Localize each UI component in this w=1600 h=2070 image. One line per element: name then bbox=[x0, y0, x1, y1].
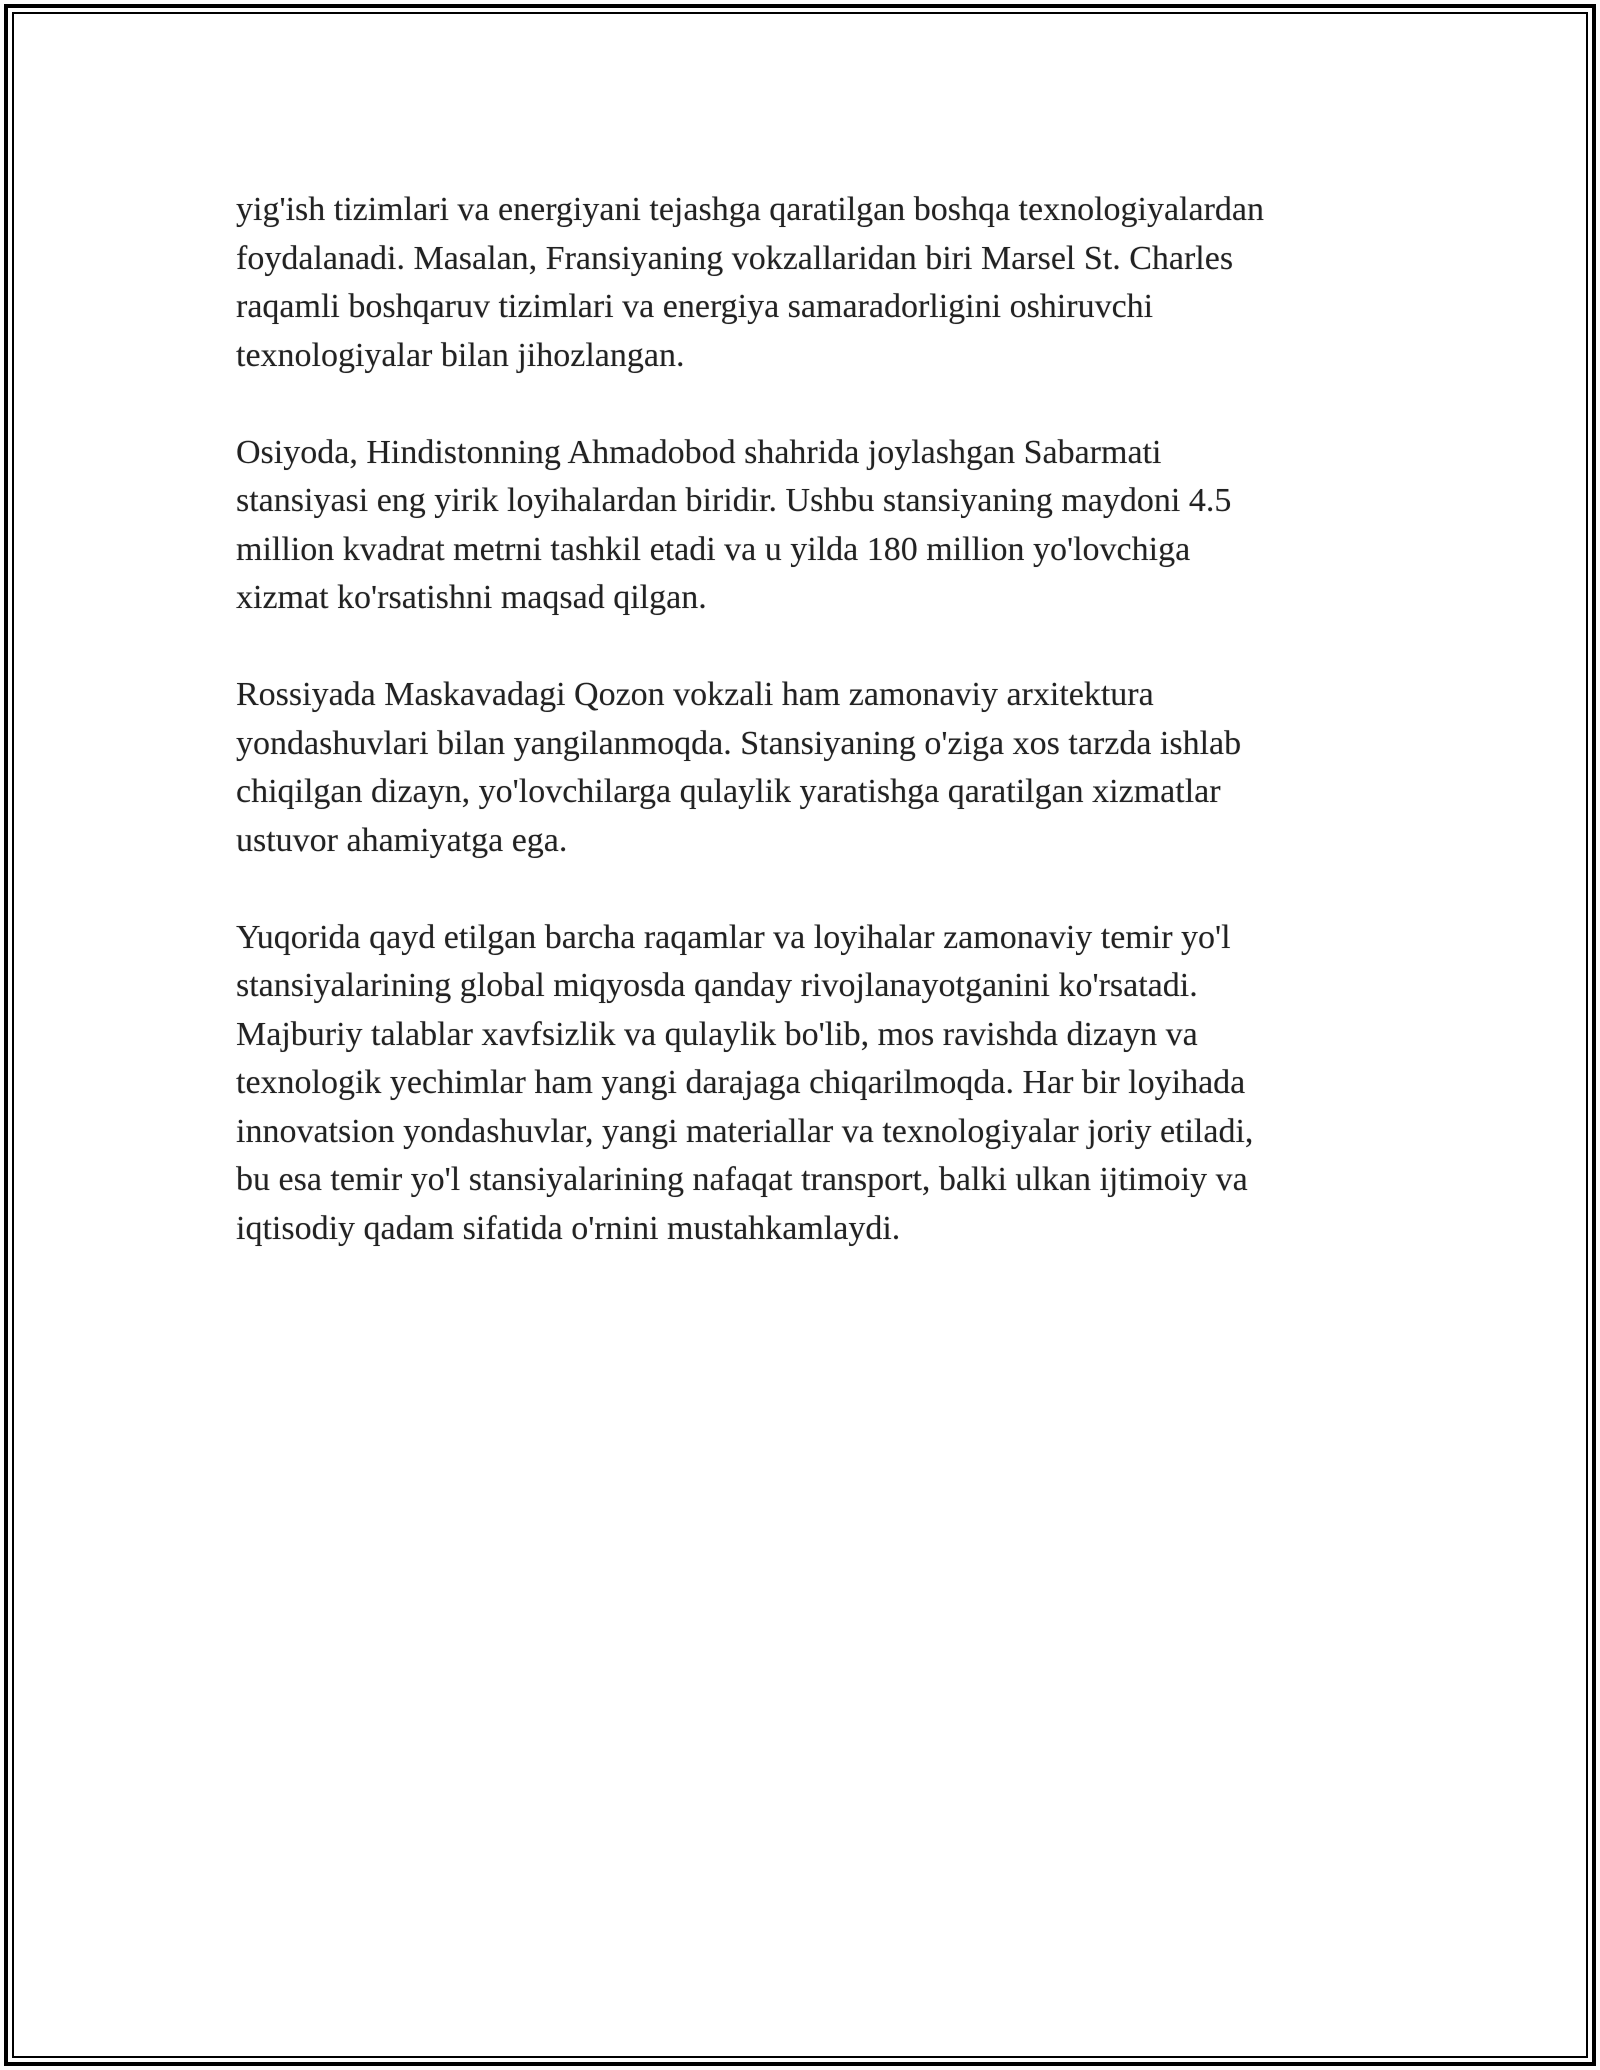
text-line: yig'ish tizimlari va energiyani tejashga qaratilgan boshqa texnologiyalardan bbox=[236, 191, 1265, 228]
paragraph bbox=[236, 186, 1366, 380]
text-line: Majburiy talablar xavfsizlik va qulaylik bo'lib, mos ravishda dizayn va bbox=[236, 1015, 1198, 1053]
text-line: raqamli boshqaruv tizimlari va energiya samaradorligini oshiruvchi bbox=[236, 288, 1154, 325]
paragraph bbox=[236, 671, 1366, 865]
text-line: texnologiyalar bilan jihozlangan. bbox=[236, 336, 685, 374]
text-line: bu esa temir yo'l stansiyalarining nafaqat transport, balki ulkan ijtimoiy va bbox=[236, 1161, 1248, 1198]
text-line: xizmat ko'rsatishni maqsad qilgan. bbox=[236, 579, 707, 616]
text-line: Osiyoda, Hindistonning Ahmadobod shahrida joylashgan Sabarmati bbox=[236, 433, 1162, 471]
text-line: Yuqorida qayd etilgan barcha raqamlar va loyihalar zamonaviy temir yo'l bbox=[236, 918, 1231, 956]
text-line: iqtisodiy qadam sifatida o'rnini mustahkamlaydi. bbox=[236, 1209, 901, 1247]
text-line: stansiyasi eng yirik loyihalardan biridir. Ushbu stansiyaning maydoni 4.5 bbox=[236, 482, 1232, 519]
paragraph bbox=[236, 914, 1366, 1254]
text-line: innovatsion yondashuvlar, yangi materiallar va texnologiyalar joriy etiladi, bbox=[236, 1112, 1254, 1150]
text-line: stansiyalarining global miqyosda qanday rivojlanayotganini ko'rsatadi. bbox=[236, 967, 1198, 1004]
paragraph bbox=[236, 429, 1366, 623]
text-line: texnologik yechimlar ham yangi darajaga chiqarilmoqda. Har bir loyihada bbox=[236, 1064, 1246, 1101]
text-line: yondashuvlari bilan yangilanmoqda. Stansiyaning o'ziga xos tarzda ishlab bbox=[236, 724, 1242, 762]
document-body bbox=[236, 186, 1366, 1302]
text-line: Rossiyada Maskavadagi Qozon vokzali ham zamonaviy arxitektura bbox=[236, 676, 1154, 713]
text-line: foydalanadi. Masalan, Fransiyaning vokzallaridan biri Marsel St. Charles bbox=[236, 239, 1234, 277]
text-line: chiqilgan dizayn, yo'lovchilarga qulaylik yaratishga qaratilgan xizmatlar bbox=[236, 773, 1221, 810]
text-line: million kvadrat metrni tashkil etadi va u yilda 180 million yo'lovchiga bbox=[236, 530, 1191, 568]
text-line: ustuvor ahamiyatga ega. bbox=[236, 821, 568, 859]
